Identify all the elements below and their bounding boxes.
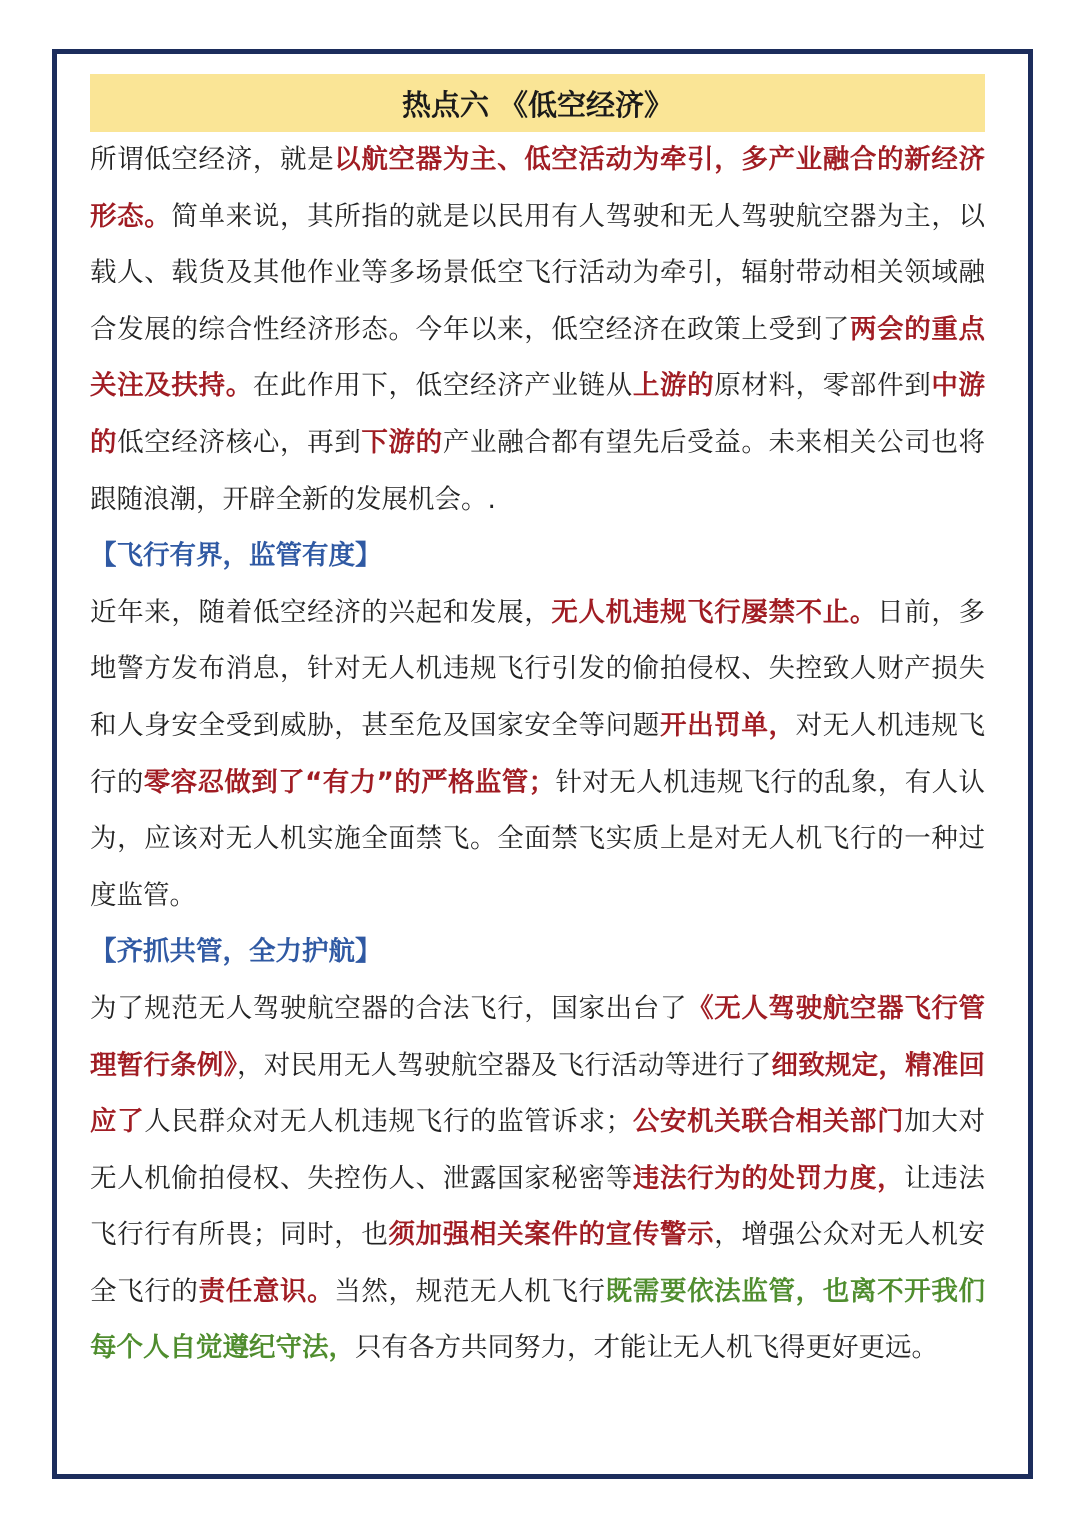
body-text: 为了规范无人驾驶航空器的合法飞行，国家出台了	[90, 992, 688, 1024]
body-text: ，对民用无人驾驶航空器及飞行活动等进行了	[237, 1049, 772, 1081]
emphasis-text: 下游的	[361, 426, 443, 458]
emphasis-text: 细致规定，精准回应了	[90, 1049, 986, 1138]
title-bar	[90, 74, 985, 132]
body-text: 低空经济核心，再到	[117, 426, 362, 458]
body-text: 让违法飞行行有所畏；同时，也	[90, 1162, 985, 1251]
body-text: 加大对无人机偷拍侵权、失控伤人、泄露国家秘密等	[90, 1106, 985, 1194]
emphasis-text: 公安机关联合相关部门	[632, 1106, 905, 1138]
body-text: 当然，规范无人机飞行	[334, 1275, 606, 1307]
body-text: 产业融合都有望先后受益。未来相关公司也将跟随浪潮，开辟全新的发展机会。.	[90, 426, 985, 515]
section-heading-regulation: 【飞行有界，监管有度】	[90, 540, 382, 572]
emphasis-text: 开出罚单，	[659, 709, 796, 741]
body-text: 近年来，随着低空经济的兴起和发展，	[90, 596, 552, 628]
page-title: 热点六 《低空经济》	[401, 87, 674, 122]
body-text: 日前，多地警方发布消息，针对无人机违规飞行引发的偷拍侵权、失控致人财产损失和人身安全受到威胁，甚至危及国家安全等问题	[90, 596, 985, 741]
emphasis-text: 既需要依法监管，也离不开我们每个人自觉遵纪守法，	[90, 1275, 985, 1364]
emphasis-text: 两会的重点关注及扶持。	[90, 313, 985, 402]
emphasis-text: 零容忍做到了“有力”的严格监管；	[143, 766, 556, 798]
emphasis-text: 上游的	[632, 370, 715, 402]
body-text: 针对无人机违规飞行的乱象，有人认为，应该对无人机实施全面禁飞。全面禁飞实质上是对无人机飞行的一种过度监管。	[90, 766, 986, 911]
regulation-paragraph	[90, 585, 985, 925]
body-text: 原材料，零部件到	[714, 370, 932, 402]
body-text: ，增强公众对无人机安全飞行的	[90, 1219, 985, 1307]
emphasis-text: 《无人驾驶航空器飞行管理暂行条例》	[90, 992, 985, 1081]
body-text: 只有各方共同努力，才能让无人机飞得更好更远。	[355, 1332, 938, 1364]
body-text: 所谓低空经济，就是	[90, 144, 335, 175]
emphasis-text: 中游的	[90, 370, 985, 458]
intro-paragraph	[90, 132, 985, 528]
emphasis-text: 以航空器为主、低空活动为牵引，多产业融合的新经济形态。	[90, 144, 985, 232]
body-text: 在此作用下，低空经济产业链从	[252, 370, 633, 402]
emphasis-text: 责任意识。	[198, 1275, 335, 1307]
section-heading-joint-management: 【齐抓共管，全力护航】	[90, 936, 382, 968]
article	[90, 74, 985, 1377]
emphasis-text: 无人机违规飞行屡禁不止。	[551, 596, 878, 628]
emphasis-text: 违法行为的处罚力度，	[632, 1162, 905, 1194]
body-text: 简单来说，其所指的就是以民用有人驾驶和无人驾驶航空器为主，以载人、载货及其他作业等多场景低空飞行活动为牵引，辐射带动相关领域融合发展的综合性经济形态。今年以来，低空经济在政策上受到了	[90, 200, 985, 345]
emphasis-text: 须加强相关案件的宣传警示	[388, 1219, 715, 1251]
body-text: 对无人机违规飞行的	[90, 709, 985, 798]
joint-management-paragraph	[90, 981, 985, 1377]
body-text: 人民群众对无人机违规飞行的监管诉求；	[144, 1106, 633, 1138]
